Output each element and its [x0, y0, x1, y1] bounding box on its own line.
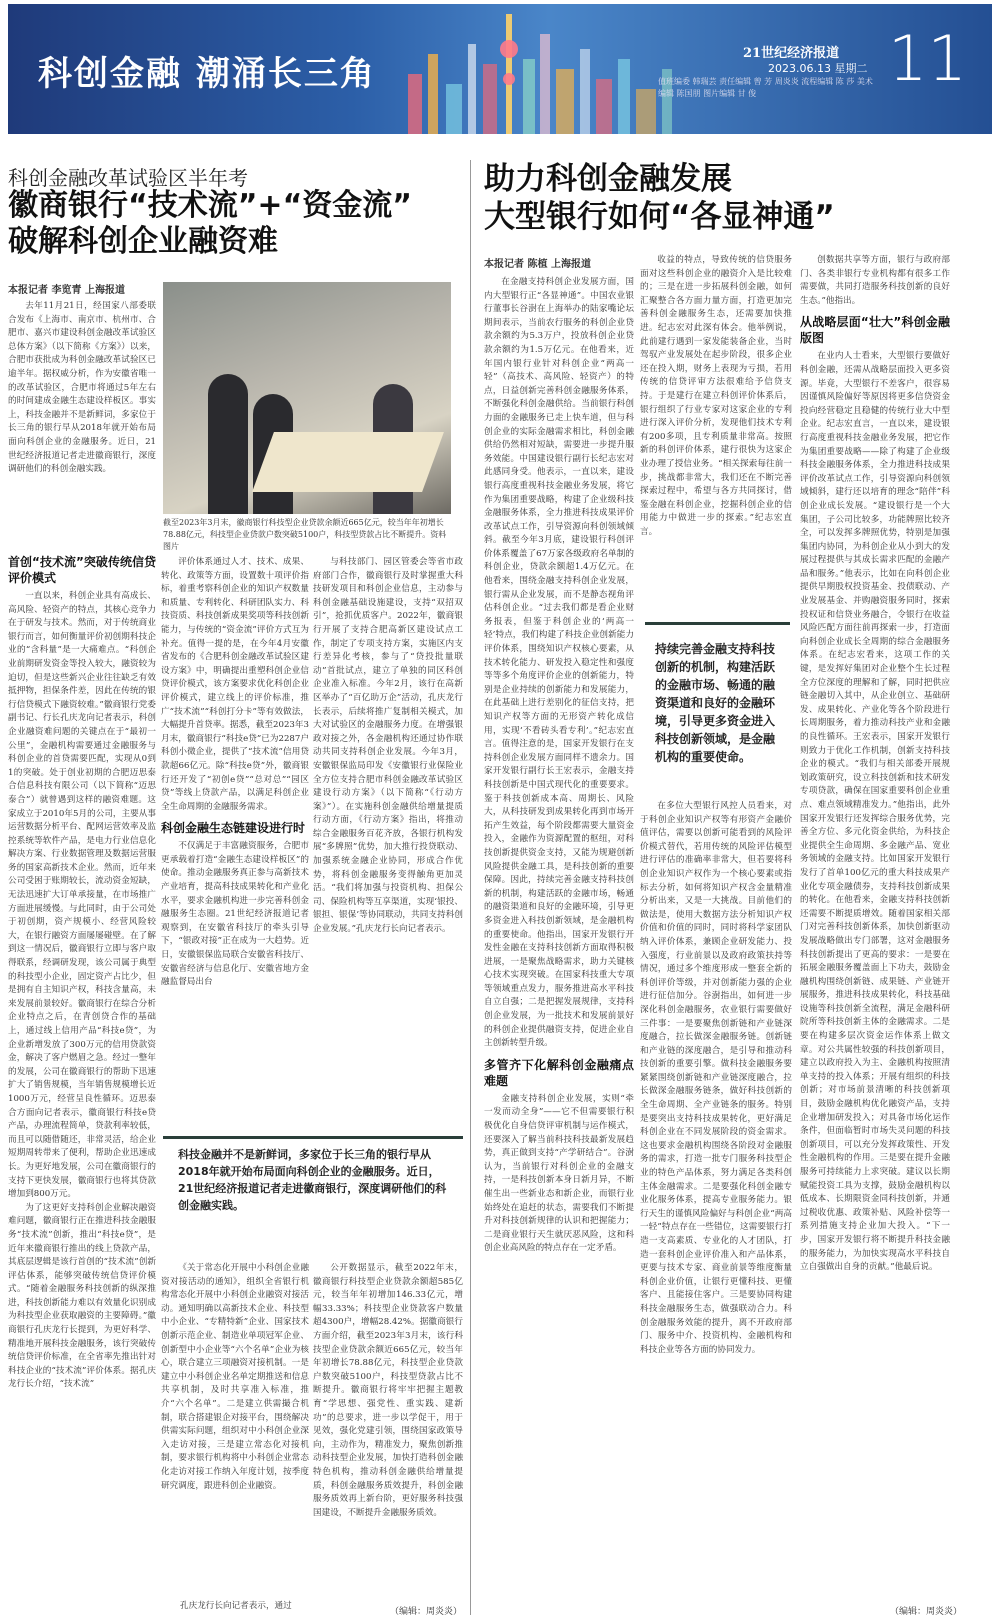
editor-credits: 值班编委 韩瑞芸 责任编辑 曾 芳 周炎炎 流程编辑 陈 莎 美术编辑 陈国朋 图片编辑 甘 俊 [658, 77, 873, 98]
article1-subtitle: 科创金融改革试验区半年考 [8, 166, 248, 190]
page-number: 11 [888, 22, 967, 95]
article1-col3-bottom: 公开数据显示，截至2022年末，徽商银行科技型企业贷款余额超585亿元，较当年年初增加146.33亿元，增幅33.33%；科技型企业贷款客户数量超4300户，增幅28.42%。据徽商银行方面介绍，截至2023年3月末，该行科技型企业贷款余额近665亿元，较当年年初增长78.88亿元，科技型企业贷款户数突破5100户，科技型贷款占比不断提升。徽商银行将牢牢把握主题教育“学思想、强党性、重实践、建新功”的总要求，进一步以学促干，用于见效，强化党建引领，围绕国家政策导向，主动作为，精准发力，聚焦创新推动科技型企业发展，加快打造科创金融特色机构，推动科创金融供给增量提质，科创金融服务质效提升，科创金融服务质效再上新台阶，更好服务科技强国建设，不断提升金融服务质效。 [313, 1263, 463, 1518]
article1-byline: 本报记者 李览青 上海报道 [8, 285, 125, 296]
article1-title-line1: 徽商银行“技术流”+“资金流” [8, 188, 413, 223]
center-column-divider [470, 160, 471, 1615]
article2-col-b-bottom: 在多位大型银行风控人员看来，对于科创企业知识产权等有形资产金融价值评估，需要以创新可能看到的风险评价模式替代，若用传统的风险评估模型进行评估的准确率非常大，但若要将科创企业知识产权作为一个核心要素或指标去分析，如何将知识产权含金量精准分析出来，又是一大挑战。目前他们的做法是，使用大数据方法分析知识产权价值和价值的同时，同时将科学家团队纳入评价体系，兼顾企业研发能力、投入强度，行业前景以及政府政策扶持等情况，通过多个维度形成一整套全新的科创评价等级，并对创新能力强的企业进行征信加分。谷澍指出，如何进一步深化科创金融服务，农业银行需要做好三件事：一是要聚焦创新链和产业链深度融合，拉长做深金融服务链。创新链和产业链的深度融合，是引导和推动科技创新的重要引擎。做科技金融服务要紧紧围绕创新链和产业链深度融合，拉长做深金融服务链条，做好科技创新的全生命周期、全产业链条的服务。特别是要突出支持科技成果转化，更好满足科创企业在不同发展阶段的资金需求。这也要求金融机构围绕各阶段对金融服务的需求，打造一批专门服务科技型企业的特色产品体系，努力满足各类科创主体金融需求。二是要强化科创金融专业化服务体系，提高专业服务能力。银行天生的谨慎风险偏好与科创企业“两高一轻”特点存在一些错位，这需要银行打造一支高素质、专业化的人才团队，打造一套科创企业评价准入和产品体系，更要与技术专家、商业前景等维度衡量科创企业价值，让银行更懂科技、更懂客户、且能接住客户。三是要协同构建科技金融服务生态，做强联动合力。科创金融服务效能的提升，离不开政府部门、服务中介、投资机构、金融机构和科技企业等各方面的协同发力。 [640, 801, 792, 1355]
article1-col3: 与科技部门、园区管委会等省市政府部门合作，徽商银行及时掌握重大科技研发项目和科创企业信息，主动参与科创金融基础设施建设，支持“双招双引”，抢抓优质客户。2022年，徽商银行开展了支持合肥高新区建设试点工作，制定了专项支持方案，实施区内支行差异化考核，参与了“贷投批量联动”首批试点，建立了单独的同区科创企业准入标准。今年2月，该行在高新区举办了“百亿助万企”活动，孔庆龙行长表示，后续将推广复制相关模式，加大对试验区的金融服务力度。在增强银政对接之外，各金融机构还通过协作联动共同支持科创企业发展。今年3月，安徽银保监局印发《安徽银行业保险业全方位支持合肥市科创金融改革试验区建设行动方案》（以下简称“《行动方案》”）。在实施科创金融供给增量提质行动方面，《行动方案》指出，将推动综合金融服务百花齐放，各银行机构发展“多牌照”优势，加大推行投贷联动、加强系统金融企业协同，形成合作优势，将科创金融服务变得触角更加灵活。“我们将加强与投资机构、担保公司、保险机构等互享渠道，实现‘银投、银担、银保’等协同联动，共同支持科创企业发展。”孔庆龙行长向记者表示。 [313, 557, 463, 935]
article1-col1-intro: 去年11月21日，经国家八部委联合发布《上海市、南京市、杭州市、合肥市、嘉兴市建设科创金融改革试验区总体方案》（以下简称《方案》）以来，合肥市获批成为科创金融改革试验区已逾半年。据权威分析，作为安徽省唯一的改革试验区，合肥市将通过5年左右的时间建成金融生态建设样板区。事实上，科技金融并不是新鲜词，多家位于长三角的银行早从2018年就开始布局面向科创企业的金融服务。近日，21世纪经济报道记者走进徽商银行，深度调研他们的科创金融实践。 [8, 301, 156, 475]
article1-last-line: 孔庆龙行长向记者表示，通过 [180, 1601, 292, 1611]
photo-person-left [208, 374, 248, 514]
article1-title-line2: 破解科创企业融资难 [8, 224, 278, 259]
article1-col2: 评价体系通过人才、技术、成果、转化、政策等方面，设置数十项评价指标，着重考察科创企业的知识产权数量和质量、专利转化、科研团队实力、科技资质、科技创新成果奖项等科技创新能力，与传统的“资金流”评价方式互为补充。值得一提的是，在今年4月安徽省发布的《合肥科创金融改革试验区建设方案》中，明确提出重塑科创企业信贷评价模式，该方案要求优化科创企业评价模式，建立线上的评价标准，推广“技术流”“科创打分卡”等有效做法，大幅提升首贷率。据悉，截至2023年3月末，徽商银行“科技e贷”已为2287户科创小微企业，提供了“技术流”信用贷款超66亿元。除“科技e贷”外，徽商银行还开发了“初创e贷”“总对总”“园区贷”等线上贷款产品，以满足科创企业全生命周期的金融服务需求。 科创金融生态链建设进行时 不仅满足于丰富融资服务，合肥市更承载着打造“金融生态建设样板区”的使命。推动金融服务真正参与高新技术产业培育，提高科技成果转化和产业化水平，要求金融机构进一步完善科创金融服务生态圈。21世纪经济报道记者观察到，在安徽省科技厅的牵头引导下，“银政对接”正在成为一大趋势。近日，安徽银保监局联合安徽省科技厅、安徽省经济与信息化厅、安徽省地方金融监督局出台 [161, 557, 309, 988]
newspaper-masthead: 21世纪经济报道 [743, 46, 840, 61]
article2-title [484, 160, 984, 236]
article2-heading-2: 从战略层面“壮大”科创金融版图 [800, 315, 950, 346]
article2-col-b: 收益的特点，导致传统的信贷服务面对这些科创企业的融资介入是比较难的；三是在进一步拓展科创金融，如何汇聚整合各方面力量方面，打造更加完善科创金融服务生态，还需要加快推进。纪志宏对此深有体会。他举例说，此前建行遇到一家发能装备企业，当时驾驭产业发展处在起步阶段，很多企业还在投入期，财务上表现为亏损，若用传统的信贷评审方法很难给予信贷支持。于是建行在建立科创评价体系后，银行组织了行业专家对这家企业的专利进行深入评价分析，发现他们技术专利有200多项，且专利质量非常高。按照新的科创评价体系，建行很快为这家企业办理了授信业务。“相关探索每往前一步，挑战都非常大，我们还在不断完善探索过程中，希望与各方共同探讨，借鉴金融在科创企业，挖掘科创企业的信用能力中做进一步的探索。”纪志宏直言。 [640, 255, 792, 537]
city-skyline-illustration [388, 4, 708, 134]
article2-editor-tag: （编辑：周炎炎） [890, 1607, 963, 1617]
article2-byline: 本报记者 陈植 上海报道 [484, 259, 591, 270]
article-photo [163, 282, 451, 514]
article1-heading-2: 科创金融生态链建设进行时 [161, 821, 306, 836]
article1-heading-1: 首创“技术流”突破传统信贷评价模式 [8, 555, 156, 585]
pull-quote-bar-2 [645, 622, 790, 625]
publication-date: 2023.06.13 星期二 [768, 62, 868, 75]
article1-editor-tag: （编辑：周炎炎） [390, 1607, 463, 1617]
article1-pull-quote: 科技金融并不是新鲜词，多家位于长三角的银行早从2018年就开始布局面向科创企业的金融服务。近日，21世纪经济报道记者走进徽商银行，深度调研他们的科创金融实践。 [178, 1148, 447, 1212]
pull-quote-bar-1 [163, 1136, 463, 1139]
article1-title [8, 188, 468, 260]
article2-pull-quote: 持续完善金融支持科技创新的机制，构建活跃的金融市场、畅通的融资渠道和良好的金融环境，引导更多资金进入科技创新领域，是金融机构的重要使命。 [655, 642, 776, 764]
article1-col2-bottom: 《关于常态化开展中小科创企业融资对接活动的通知》，组织全省银行机构常态化开展中小科创企业融资对接活动。通知明确以高新技术企业、科技型中小企业、“专精特新”企业、国家技术创新示范企业、制造业单项冠军企业、创新型中小企业等“六个名单”企业为核心，联合建立三项融资对接机制。一是建立中小科创企业名单定期推送和信息共享机制，及时共享准入标准，推介“六个名单”。二是建立供需撮合机制，联合搭建银企对接平台，围绕解决供需实际问题，组织对中小科创企业深入走访对接，三是建立常态化对接机制，要求银行机构将中小科创企业常态化走访对接工作纳入年度计划，按季度研究调度，跟进科创企业融资。 [161, 1263, 309, 1491]
article2-col-c: 创数据共享等方面，银行与政府部门、各类非银行专业机构都有很多工作需要做，共同打造服务科技创新的良好生态。”他指出。 从战略层面“壮大”科创金融版图 在业内人士看来，大型银行要做好科创金融，还需从战略层面投入更多资源。毕竟，大型银行不差客户，很容易因谨慎风险偏好等原因将更多信贷资金投向经营稳定且稳健的传统行业大中型企业。纪志宏直言，一直以来，建设银行高度重视科技金融业务发展，把它作为集团重要战略——除了构建了企业级科技金融服务体系，全力推进科技成果评价改革试点工作，引导资源向科创领域倾斜，建行还以培育的理念“陪伴”科创企业成长发展。“建设银行是一个大集团，子公司比较多，功能牌照比较齐全，可以发挥多牌照优势，特别是加强集团内协同，为科创企业从小到大的发展过程提供与其成长需求匹配的金融产品和服务。”他表示，比如在向科创企业提供早期股权投资基金、投债联动、产业发展基金、并购融资服务同时，探索投权证和信贷业务融合，令银行在收益风险匹配方面往前再探索一步，打造面向科创企业成长全周期的综合金融服务体系。在纪志宏看来，这项工作的关键，是发挥好集团对企业整个生长过程全方位深度的理解和了解，同时把供应链金融切入其中，从企业创立、基础研发、成果转化、产业化等各个阶段进行长周期服务，着力推动科技产业和金融的良性循环。王宏表示，国家开发银行则致力于优化工作机制，创新支持科技企业的模式。“我们与相关部委开展规划政策研究，设立科技创新和技术研发专项贷款，确保在国家重要科创企业重点、难点领域精准发力。”他指出，此外国家开发银行还发挥综合服务优势，完善全方位、多元化资金供给，为科技企业提供全生命周期、多金融产品、宽业务领域的金融支持。比如国家开发银行发行了首单100亿元的重大科技成果产业化专项金融债券，支持科技创新成果的转化。在他看来，金融支持科技创新还需要不断提质增效。随着国家相关部门对完善科技创新体系，加快创新驱动发展战略做出专门部署，这对金融服务科技创新提出了更高的要求：一是要在拓展金融服务覆盖面上下功夫，鼓励金融机构围绕创新链、成果链、产业链开展服务，推进科技成果转化，科技基础设施等科技创新全流程，满足金融科研院所等科技创新主体的金融需求。二是要在构建多层次资金运作体系上做文章。对公共属性较强的科技创新项目，建立以政府投入为主、金融机构按照清单支持的投入体系；开展有组织的科技创新；对市场前景清晰的科技创新项目，鼓励金融机构优化融资产品，支持企业增加研发投入；对具备市场化运作条件，但面临暂时市场失灵问题的科技创新项目，可以充分发挥政策性、开发性金融机构的作用。三是要在提升金融服务可持续能力上求突破。建议以长期赋能投资工具为支撑，鼓励金融机构以低成本、长期限资金同科技创新，并通过税收优惠、政策补贴、风险补偿等一系列措施支持企业加大投入。“下一步，国家开发银行将不断提升科技金融的服务能力，为加快实现高水平科技自立自强做出自身的贡献。”他最后说。 [800, 255, 950, 1273]
article2-title-line1: 助力科创金融发展 [484, 161, 732, 197]
photo-desk [252, 432, 444, 492]
article2-col-a: 在金融支持科创企业发展方面，国内大型银行正“各显神通”。中国农业银行董事长谷澍在上海举办的陆家嘴论坛期间表示，当前农行服务的科创企业贷款余额约为5.3万户，投放科创企业贷款余额约为1.5万亿元。在他看来，近年国内银行业针对科创企业“两高一轻”（高技术、高风险、轻资产）的特点，日益创新完善科创金融服务体系，不断强化科创金融供给。当前银行科创力面的金融服务已走上快车道，但与科创企业的实际金融需求相比，科创金融供给仍然相对短缺，需要进一步提升服务效能。中国建设银行副行长纪志宏对此感同身受。他表示，一直以来，建设银行高度重视科技金融业务发展，将它作为集团重要战略，构建了企业级科技金融服务体系，全力推进科技成果评价改革试点工作，引导资源向科创领域倾斜。截至今年3月底，建设银行科创评价体系覆盖了67万家各级政府名单制的科创企业，贷款余额超1.4万亿元。在他看来，围绕金融支持科创企业发展，银行需从企业发展，而不是静态视角评估科创企业。“过去我们都是看企业财务报表，但鉴于科创企业的‘两高一轻’特点，我们构建了科技企业创新能力评价体系，围绕知识产权核心要素，从技术转化能力、研发投入稳定性和强度等等多个角度评价企业的创新能力，特别是企业持续的创新能力和发展能力，在此基础上进行差别化的征信支持，把知识产权等方面的无形资产转化成信用，实现‘不看砖头看专利’。”纪志宏直言。值得注意的是，国家开发银行在支持科创企业发展方面同样不遗余力。国家开发银行副行长王宏表示，金融支持科技创新是中国式现代化的重要要求。鉴于科技创新成本高、周期长、风险大，从科技研发到成果转化再到市场开拓产生效益，每个阶段都需要大量资金投入，金融作为资源配置的枢纽，对科技创新提供资金支持，又能为规避创新风险提供金融工具，是科技创新的重要保障。因此，持续完善金融支持科技创新的机制，构建活跃的金融市场，畅通的融资渠道和良好的金融环境，引导更多资金进入科技创新领域，是金融机构的重要使命。他指出，国家开发银行开发性金融在支持科技创新方面取得积极进展，一是聚焦战略需求，助力关键核心技术实现突破。在国家科技重大专项等领域重点发力，服务推进高水平科技自立自强；二是把握发展规律，支持科创企业发展，为一批技术和发展前景好的科创企业提供融资支持，促进企业自主创新转型升级。 多管齐下化解科创金融痛点难题 金融支持科创企业发展，实则“牵一发而动全身”——它不但需要银行积极优化自身信贷评审机制与运作模式，还要深入了解当前科技科技最新发展趋势，真正做到支持“产学研结合”。谷澍认为，当前银行对科创企业的金融支持，一是科技创新本身日新月异，不断催生出一些新业态和新企业，而银行业始终处在追赶的状态，需要我们不断提升对科技创新规律的认识和把握能力；二是商业银行天生就厌恶风险，这和科创企业高风险的特点存在一定矛盾。 [484, 277, 634, 1254]
article2-title-line2: 大型银行如何“各显神通” [484, 199, 835, 235]
article1-col1: 首创“技术流”突破传统信贷评价模式 一直以来，科创企业具有高成长、高风险、轻资产的特点，其核心竞争力在于研发与技术。然而，对于传统商业银行而言，如何衡量评价初创期科技企业的“含科量”是一大痛难点。“科创企业前期研发资金等投入较大，融资较为迫切，但是这些新兴企业往往缺乏有效抵押物，担保条件差，因此在传统的银行信贷模式下融资较难。”徽商银行党委副书记、行长孔庆龙向记者表示，科创企业融资难问题的关键点在于“最初一公里”，金融机构需要通过金融服务与科创企业的首贷需要匹配，实现从0到1的突破。处于创业初期的合肥迈思泰合信息科技有限公司（以下简称“迈思泰合”）就曾遇到这样的融资难题。这家成立于2010年5月的公司，主要从事运营数据分析平台、配网运营效率及监控系统等软件产品，是电力行业信息化解决方案、行业数据管理及数据运营服务的国家高新技术企业。然而，近年来公司受困于账期较长，流动资金短缺，无法迅速扩大订单承接量，在市场推广方面进展缓慢。与此同时，由于公司处于初创期，资产规模小、经营风险较大，在银行融资方面屡屡碰壁。在了解到这一情况后，徽商银行立即与客户取得联系，经调研发现，该公司属于典型的科技型小企业，固定资产占比少，但是拥有自主知识产权，科技含量高，未来发展前景较好。徽商银行在综合分析企业特点之后，在青创贷合作的基础上，通过线上信用产品“科技e贷”，为企业新增发放了300万元的信用贷款资金，解决了客户燃眉之急。经过一整年的发展，公司在徽商银行的帮助下迅速扩大了销售规模，当年销售规模增长近1000万元，经营呈良性循环。迈思泰合方面向记者表示，徽商银行科技e贷产品，办理流程简单，贷款利率较低，而且可以随借随还，非常灵活，给企业短期周转带来了便利，帮助企业迅速成长。为更好地发展，公司在徽商银行的支持下更快发展，徽商银行也将其贷款增加到800万元。 为了这更好支持科创企业解决融资难问题，徽商银行正在推进科技金融服务“技术流”创新，推出“科技e贷”，是近年来徽商银行推出的线上贷款产品，其底层逻辑是该行首创的“技术流”创新评估体系，能够突破传统信贷评价模式。“随着金融服务科技创新的纵深推进，科技创新能力难以有效量化识别成为科技型企业获取融资的主要障碍。”徽商银行孔庆龙行长提到，为更好科学、精准地开展科技金融服务，该行突破传统信贷评价标准，在全省率先推出针对科技企业的“技术流”评价体系。据孔庆龙行长介绍，“技术流” [8, 555, 156, 1390]
section-banner [8, 4, 992, 134]
article2-heading-1: 多管齐下化解科创金融痛点难题 [484, 1057, 634, 1088]
photo-caption: 截至2023年3月末，徽商银行科技型企业贷款余额近665亿元，较当年年初增长78.88亿元，科技型企业贷款户数突破5100户，科技型贷款占比不断提升。资料图片 [163, 518, 447, 551]
section-title: 科创金融 潮涌长三角 [38, 54, 376, 94]
